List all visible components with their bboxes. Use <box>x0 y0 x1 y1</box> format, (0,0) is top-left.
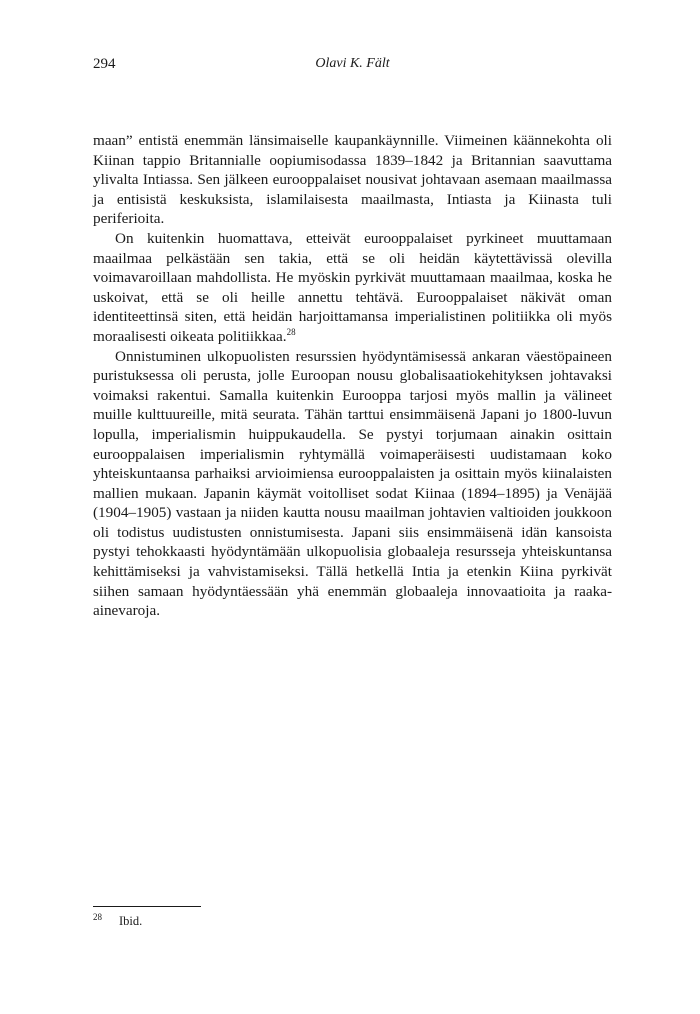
paragraph-3-text: Onnistuminen ulkopuolisten resurssien hyödyntämisessä ankaran väestöpaineen puristuksessa oli perusta, jolle Euroopan nousu globalisaatiokehityksen johtavaksi voimaksi rakentui. Samalla kuitenkin Eurooppa tarjosi myös mallin ja välineet muille kulttuureille, mitä seurata. Tähän tarttui ensimmäisenä Japani jo 1800-luvun lopulla, imperialismin huippukaudella. Se pystyi torjumaan ainakin osittain eurooppalaisen imperialismin ryhtymällä voimaperäisesti uudistamaan koko yhteiskuntaansa parhaiksi arvioimiensa eurooppalaisten ja osittain myös kiinalaisten mallien mukaan. Japanin käymät voitolliset sodat Kiinaa (1894–1895) ja Venäjää (1904–1905) vastaan ja niiden kautta nousu maailman johtavien valtioiden joukkoon oli todistus uudistusten onnistumisesta. Japani siis ensimmäisenä idän kansoista pystyi tehokkaasti hyödyntämään ulkopuolisia globaaleja resursseja yhteiskuntansa kehittämiseksi ja vahvistamiseksi. Tällä hetkellä Intia ja etenkin Kiina pyrkivät siihen samaan hyödyntäessään yhä enemmän globaaleja innovaatioita ja raaka-ainevaroja. <box>93 347 612 620</box>
running-head: Olavi K. Fält <box>315 56 390 71</box>
footnote-divider <box>93 906 201 907</box>
paragraph-2-text: On kuitenkin huomattava, etteivät eurooppalaiset pyrkineet muuttamaan maailmaa pelkästään sen takia, että se oli heidän käytettävissä olevilla voimavaroillaan mahdollista. He myöskin pyrkivät muuttamaan maailmaa, koska he uskoivat, että se oli heille annettu tehtävä. Eurooppalaiset näkivät oman identiteettinsä siten, että heidän harjoittamansa imperialistinen politiikka oli myös moraalisesti oikeata politiikkaa. <box>93 229 612 345</box>
paragraph-3 <box>93 347 612 621</box>
paragraph-1-text: maan” entistä enemmän länsimaiselle kaupankäynnille. Viimeinen käännekohta oli Kiinan tappio Britannialle oopiumisodassa 1839–1842 ja Britannian saavuttama ylivalta Intiassa. Sen jälkeen eurooppalaiset nousivat johtavaan asemaan maailmassa ja entisistä keskuksista, islamilaisesta maailmasta, Intiasta ja Kiinasta tuli periferioita. <box>93 132 612 228</box>
footnote: 28 Ibid. <box>93 911 143 928</box>
page-number: 294 <box>93 56 116 72</box>
body-text <box>93 131 612 621</box>
paragraph-1 <box>93 131 612 229</box>
paragraph-2 <box>93 229 612 347</box>
footnote-text: Ibid. <box>119 914 143 928</box>
footnote-reference[interactable]: 28 <box>286 326 296 337</box>
page-header <box>93 56 612 74</box>
